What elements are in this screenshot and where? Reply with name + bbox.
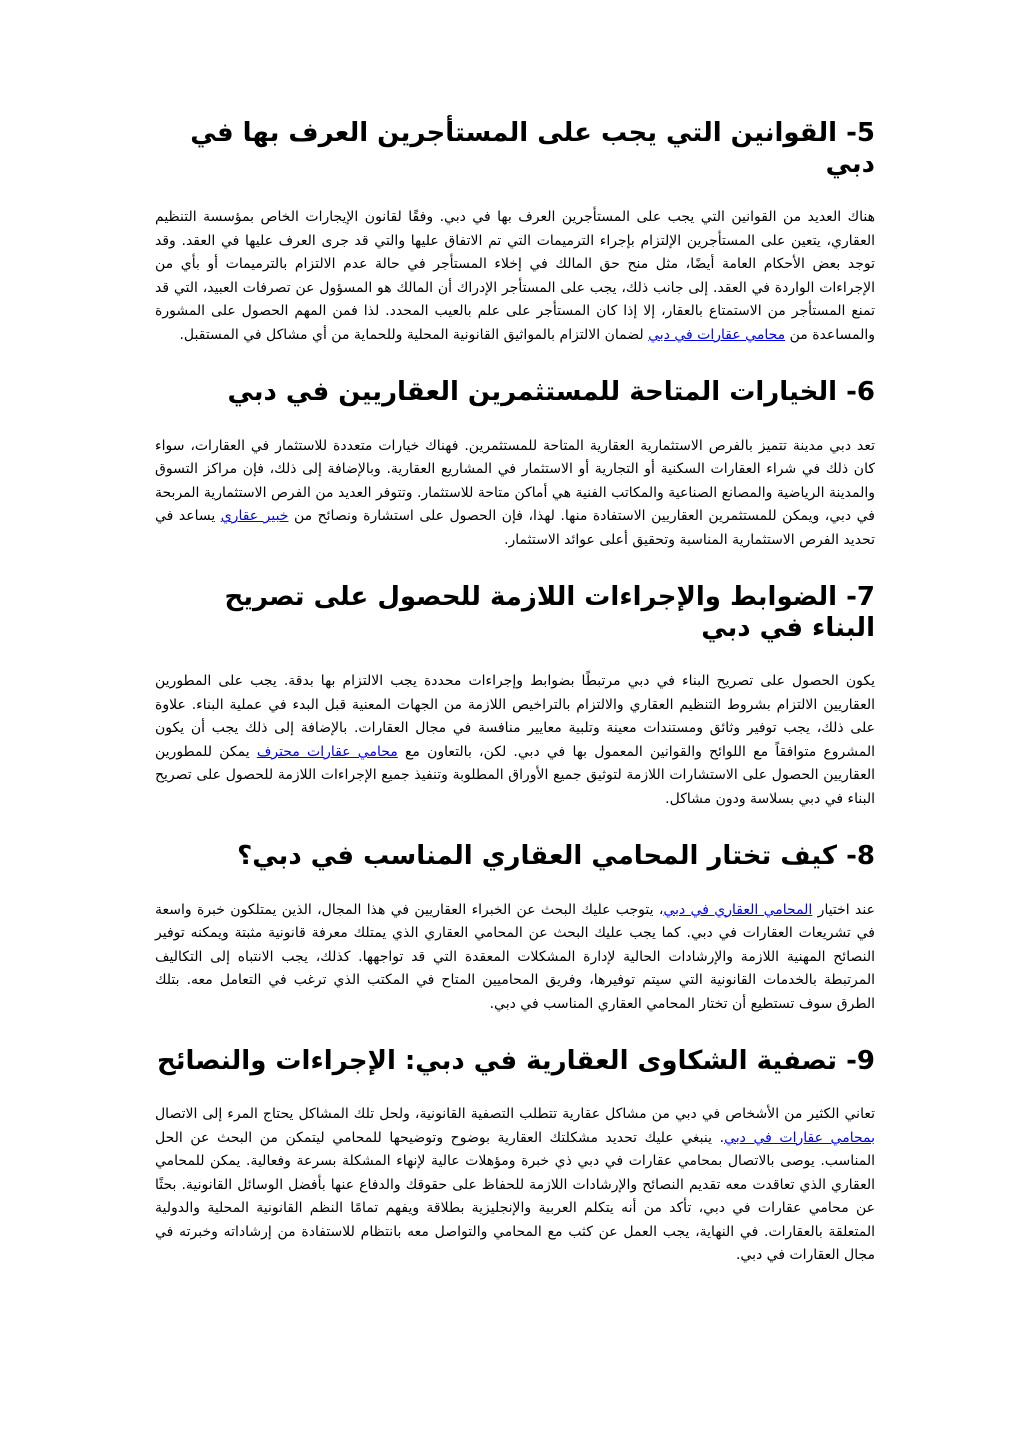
section-heading: 7- الضوابط والإجراءات اللازمة للحصول على تصريح البناء في دبي [224, 582, 875, 644]
section-paragraph [155, 1103, 875, 1268]
section-6 [155, 377, 875, 552]
section-heading: 6- الخيارات المتاحة للمستثمرين العقاريين في دبي [227, 377, 875, 408]
paragraph-text: ، يتوجب عليك البحث عن الخبراء العقاريين في هذا المجال، الذين يمتلكون خبرة واسعة في تشريعات العقارات في دبي. كما يجب عليك البحث عن المحامي العقاري الذي يمتلك معرفة قانونية مثبتة ويمكنه توفير النصائح المهنية اللازمة والإرشادات الحالية لإدارة المشكلات المعقدة التي قد تواجهها. كذلك، يجب الانتباه إلى التكاليف المرتبطة بالخدمات القانونية التي سيتم توفيرها، وفريق المحاميين المتاح في المكتب الذي ترغب في التعامل معه. بتلك الطرق سوف تستطيع أن تختار المحامي العقاري المناسب في دبي. [155, 901, 875, 1012]
section-9 [155, 1046, 875, 1268]
section-heading: 8- كيف تختار المحامي العقاري المناسب في دبي؟ [237, 841, 875, 872]
paragraph-text: يكون الحصول على تصريح البناء في دبي مرتبطًا بضوابط وإجراءات محددة يجب الالتزام بها بدقة. يجب على المطورين العقاريين الالتزام بشروط التنظيم العقاري والالتزام بالتراخيص اللازمة من الجهات المعنية قبل البدء في عملية البناء. علاوة على ذلك، يجب توفير وثائق ومستندات معينة وتلبية معايير منافسة في مجال العقارات. بالإضافة إلى ذلك يجب أن يكون المشروع متوافقاً مع اللوائح والقوانين المعمول بها في دبي. لكن، بالتعاون مع [155, 673, 875, 760]
paragraph-text: عند اختيار [812, 901, 875, 918]
section-7 [155, 582, 875, 811]
paragraph-text: هناك العديد من القوانين التي يجب على المستأجرين العرف بها في دبي. وفقًا لقانون الإيجارات الخاص بمؤسسة التنظيم العقاري، يتعين على المستأجرين الإلتزام بإجراء الترميمات التي تم الاتفاق عليها والتي قد جرى العرف عليها في العقد. وقد توجد بعض الأحكام العامة أيضًا، مثل منح حق المالك في إخلاء المستأجر في حالة عدم الالتزام بالترميمات أو بأي من الإجراءات الواردة في العقد. إلى جانب ذلك، يجب على المستأجر الإدراك أن المالك هو المسؤول عن تصرفات العبيد، التي قد تمنع المستأجر من الاستمتاع بالعقار، إلا إذا كان المستأجر على علم بالعيب المحدد. لذا فمن المهم الحصول على المشورة والمساعدة من [155, 209, 875, 343]
lawyer-link[interactable]: محامي عقارات في دبي [648, 326, 786, 343]
section-8 [155, 841, 875, 1016]
section-paragraph [155, 670, 875, 811]
section-paragraph [155, 206, 875, 347]
paragraph-text: . ينبغي عليك تحديد مشكلتك العقارية بوضوح وتوضيحها للمحامي ليتمكن من البحث عن الحل المناسب. يوصى بالاتصال بمحامي عقارات في دبي ذي خبرة ومؤهلات عالية لإنهاء المشكلة بسرعة وفعالية. يمكن للمحامي العقاري الذي تعاقدت معه تقديم النصائح والإرشادات اللازمة للحفاظ على حقوقك والدفاع عنها بأفضل الوسائل القانونية. بحثًا عن محامي عقارات في دبي، تأكد من أنه يتكلم العربية والإنجليزية بطلاقة ويفهم تمامًا النظم القانونية المحلية والدولية المتعلقة بالعقارات. في النهاية، يجب العمل عن كثب مع المحامي والتواصل معه بانتظام للاستفادة من إرشاداته وخبرته في مجال العقارات في دبي. [155, 1129, 875, 1264]
section-heading: 9- تصفية الشكاوى العقارية في دبي: الإجراءات والنصائح [157, 1046, 875, 1077]
paragraph-text: تعد دبي مدينة تتميز بالفرص الاستثمارية العقارية المتاحة للمستثمرين. فهناك خيارات متعددة للاستثمار في العقارات، سواء كان ذلك في شراء العقارات السكنية أو التجارية أو الاستثمار في المشاريع العقارية. وبالإضافة إلى ذلك، فإن مراكز التسوق والمدينة الرياضية والمصانع الصناعية والمكاتب الفنية هي أماكن متاحة للاستثمار. وتتوفر العديد من الفرص الاستثمارية المربحة في دبي، ويمكن للمستثمرين العقاريين الاستفادة منها. لهذا، فإن الحصول على استشارة ونصائح من [155, 437, 875, 525]
real-estate-lawyer-link[interactable]: المحامي العقاري في دبي [663, 901, 813, 918]
expert-link[interactable]: خبير عقاري [220, 508, 289, 525]
paragraph-text: تعاني الكثير من الأشخاص في دبي من مشاكل عقارية تتطلب التصفية القانونية، ولحل تلك المشاكل يحتاج المرء إلى الاتصال [155, 1106, 875, 1123]
section-heading: 5- القوانين التي يجب على المستأجرين العرف بها في دبي [190, 118, 875, 180]
professional-lawyer-link[interactable]: محامي عقارات محترف [256, 743, 398, 760]
paragraph-text: يساعد في تحديد الفرص الاستثمارية المناسبة وتحقيق أعلى عوائد الاستثمار. [155, 508, 875, 548]
paragraph-text: لضمان الالتزام بالمواثيق القانونية المحلية وللحماية من أي مشاكل في المستقبل. [179, 326, 649, 343]
section-5 [155, 118, 875, 347]
section-paragraph [155, 899, 875, 1017]
dubai-lawyer-link[interactable]: بمحامي عقارات في دبي [724, 1129, 875, 1146]
section-paragraph [155, 435, 875, 553]
document-page [155, 118, 875, 1268]
paragraph-text: يمكن للمطورين العقاريين الحصول على الاستشارات اللازمة لتوثيق جميع الأوراق المطلوبة وتنفيذ جميع الإجراءات اللازمة للحصول على تصريح البناء في دبي بسلاسة ودون مشاكل. [155, 743, 875, 807]
